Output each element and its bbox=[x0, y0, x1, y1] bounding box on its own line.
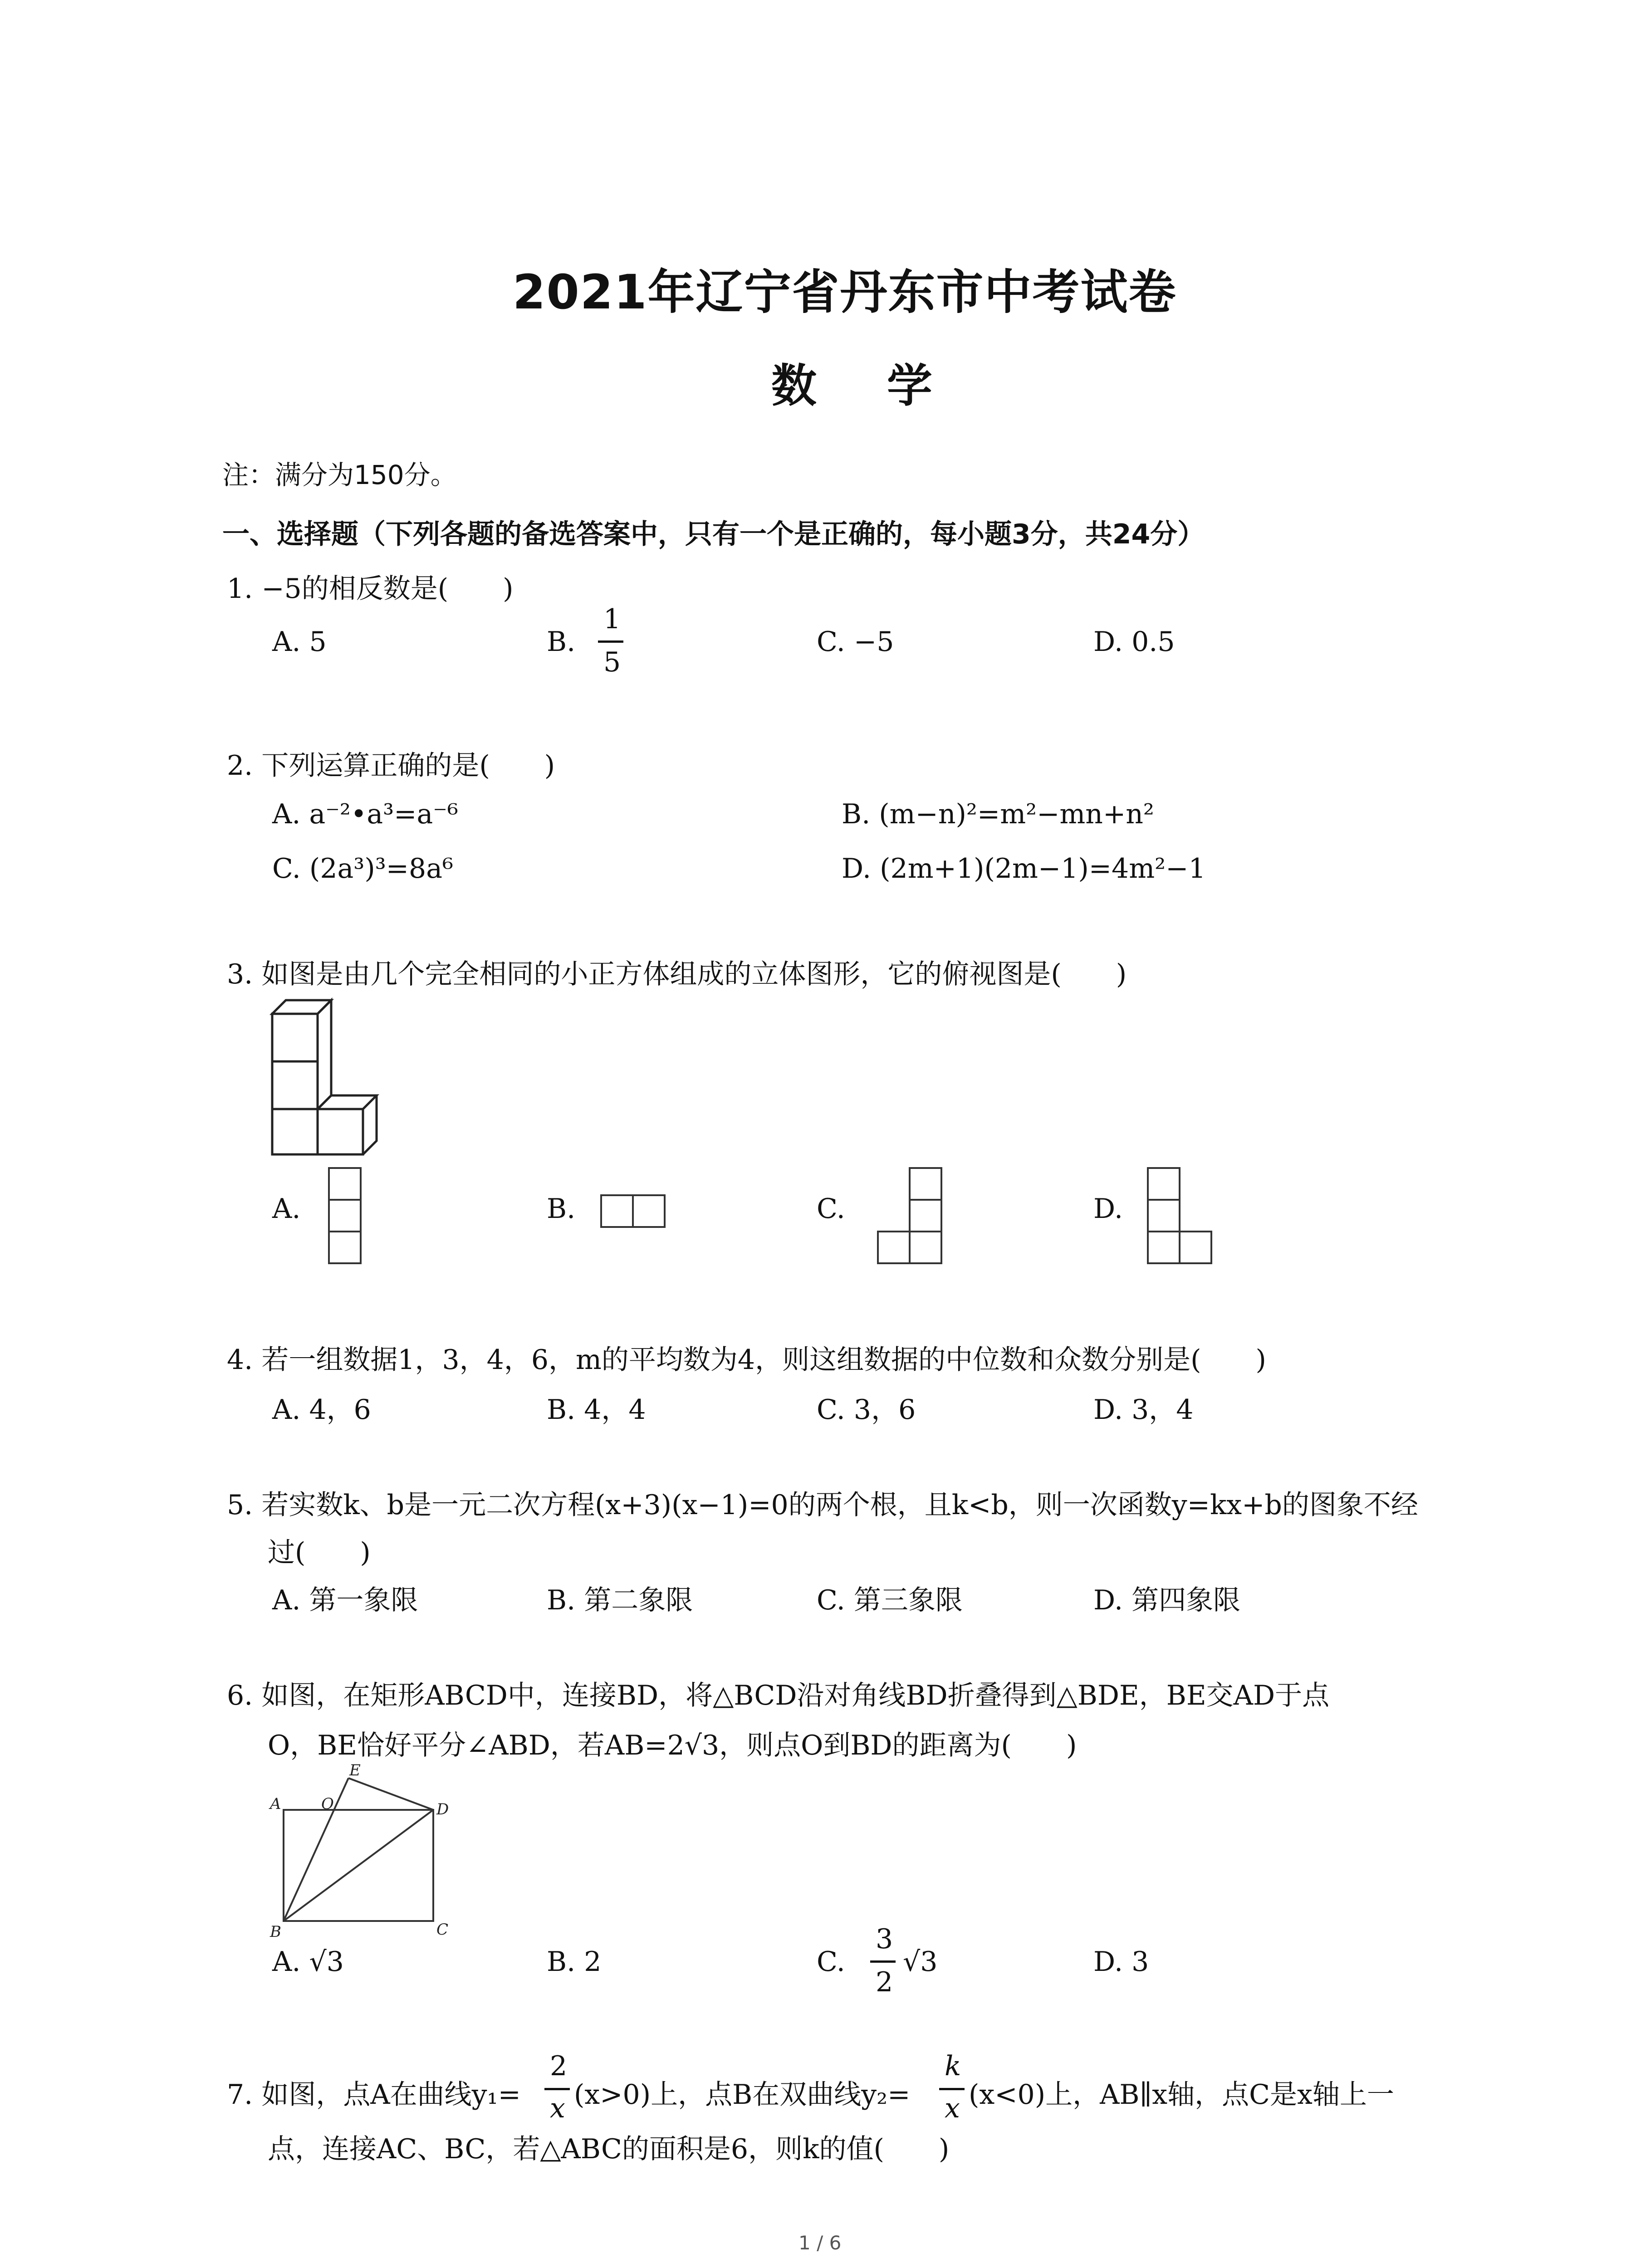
page-title: 2021年辽宁省丹东市中考试卷 bbox=[513, 264, 1177, 320]
question-5-option-d: D. 第四象限 bbox=[1093, 1584, 1241, 1616]
question-6-option-d: D. 3 bbox=[1093, 1946, 1149, 1978]
question-3-option-a: A. bbox=[272, 1193, 301, 1225]
page-number: 1 / 6 bbox=[798, 2232, 842, 2254]
question-6-option-b: B. 2 bbox=[547, 1946, 602, 1978]
question-3-solid-figure bbox=[268, 993, 386, 1157]
question-7-stem-line-1-part-2: (x>0)上，点B在双曲线y₂= bbox=[574, 2079, 911, 2111]
question-7-fraction-2-bar bbox=[939, 2088, 965, 2090]
question-7-stem-line-1-part-1: 7. 如图，点A在曲线y₁= bbox=[227, 2079, 521, 2111]
score-note: 注：满分为150分。 bbox=[222, 459, 457, 490]
question-1-option-b-prefix: B. bbox=[547, 626, 576, 658]
question-1-stem: 1. −5的相反数是( ) bbox=[227, 573, 514, 605]
question-7-fraction-1-bar bbox=[544, 2088, 570, 2090]
figure-label-c: C bbox=[436, 1921, 449, 1939]
question-3-stem: 3. 如图是由几个完全相同的小正方体组成的立体图形，它的俯视图是( ) bbox=[227, 958, 1127, 990]
question-6-fraction-bar bbox=[870, 1960, 896, 1963]
question-4-option-c: C. 3，6 bbox=[817, 1394, 916, 1426]
figure-label-o: O bbox=[321, 1795, 334, 1813]
question-1-option-d: D. 0.5 bbox=[1093, 626, 1175, 658]
subject-title: 数 学 bbox=[771, 359, 960, 412]
question-2-option-a: A. a⁻²•a³=a⁻⁶ bbox=[272, 798, 458, 830]
question-1-option-b-denominator: 5 bbox=[603, 646, 621, 678]
question-6-rectangle-figure bbox=[268, 1761, 463, 1941]
question-3-option-c: C. bbox=[817, 1193, 845, 1225]
question-7-fraction-1-denominator: x bbox=[550, 2092, 565, 2124]
question-2-stem: 2. 下列运算正确的是( ) bbox=[227, 750, 555, 782]
question-6-option-c-denominator: 2 bbox=[876, 1966, 893, 1998]
section-heading: 一、选择题（下列各题的备选答案中，只有一个是正确的，每小题3分，共24分） bbox=[222, 518, 1205, 550]
question-5-option-c: C. 第三象限 bbox=[817, 1584, 963, 1616]
question-6-stem-line-2: O，BE恰好平分∠ABD，若AB=2√3，则点O到BD的距离为( ) bbox=[268, 1730, 1077, 1761]
question-3-option-b: B. bbox=[547, 1193, 576, 1225]
question-3-option-d: D. bbox=[1093, 1193, 1123, 1225]
figure-label-b: B bbox=[270, 1923, 281, 1941]
question-4-option-d: D. 3，4 bbox=[1093, 1394, 1194, 1426]
figure-label-d: D bbox=[436, 1800, 449, 1818]
question-4-option-a: A. 4，6 bbox=[272, 1394, 371, 1426]
question-5-stem-line-1: 5. 若实数k、b是一元二次方程(x+3)(x−1)=0的两个根，且k<b，则一次函数y=kx+b的图象不经 bbox=[227, 1489, 1418, 1521]
question-6-option-a: A. √3 bbox=[272, 1946, 344, 1978]
question-3-option-b-figure bbox=[599, 1193, 667, 1229]
question-3-option-c-figure bbox=[873, 1166, 946, 1266]
question-5-option-a: A. 第一象限 bbox=[272, 1584, 418, 1616]
question-3-option-d-figure bbox=[1143, 1166, 1216, 1266]
question-7-stem-line-1-part-3: (x<0)上，AB∥x轴，点C是x轴上一 bbox=[969, 2079, 1394, 2111]
question-7-stem-line-2: 点，连接AC、BC，若△ABC的面积是6，则k的值( ) bbox=[268, 2133, 950, 2165]
question-2-option-b: B. (m−n)²=m²−mn+n² bbox=[842, 798, 1154, 830]
question-3-option-a-figure bbox=[327, 1166, 363, 1266]
question-4-option-b: B. 4，4 bbox=[547, 1394, 646, 1426]
question-7-fraction-2-denominator: x bbox=[945, 2092, 960, 2124]
figure-label-e: E bbox=[349, 1761, 361, 1779]
question-6-option-c-prefix: C. bbox=[817, 1946, 845, 1978]
question-7-fraction-2-numerator: k bbox=[945, 2050, 961, 2082]
question-6-option-c-sqrt: √3 bbox=[903, 1946, 938, 1978]
question-6-stem-line-1: 6. 如图，在矩形ABCD中，连接BD，将△BCD沿对角线BD折叠得到△BDE，BE交AD于点 bbox=[227, 1680, 1330, 1711]
question-2-option-d: D. (2m+1)(2m−1)=4m²−1 bbox=[842, 853, 1206, 885]
question-2-option-c: C. (2a³)³=8a⁶ bbox=[272, 853, 454, 885]
question-7-fraction-1-numerator: 2 bbox=[550, 2050, 568, 2082]
figure-label-a: A bbox=[270, 1795, 281, 1813]
question-1-fraction-bar bbox=[598, 640, 623, 643]
question-4-stem: 4. 若一组数据1，3，4，6，m的平均数为4，则这组数据的中位数和众数分别是( ) bbox=[227, 1344, 1266, 1376]
question-5-option-b: B. 第二象限 bbox=[547, 1584, 693, 1616]
question-1-option-a: A. 5 bbox=[272, 626, 327, 658]
question-6-option-c-numerator: 3 bbox=[876, 1923, 893, 1955]
question-1-option-b-numerator: 1 bbox=[603, 603, 621, 635]
question-1-option-c: C. −5 bbox=[817, 626, 894, 658]
question-5-stem-line-2: 过( ) bbox=[268, 1537, 371, 1569]
